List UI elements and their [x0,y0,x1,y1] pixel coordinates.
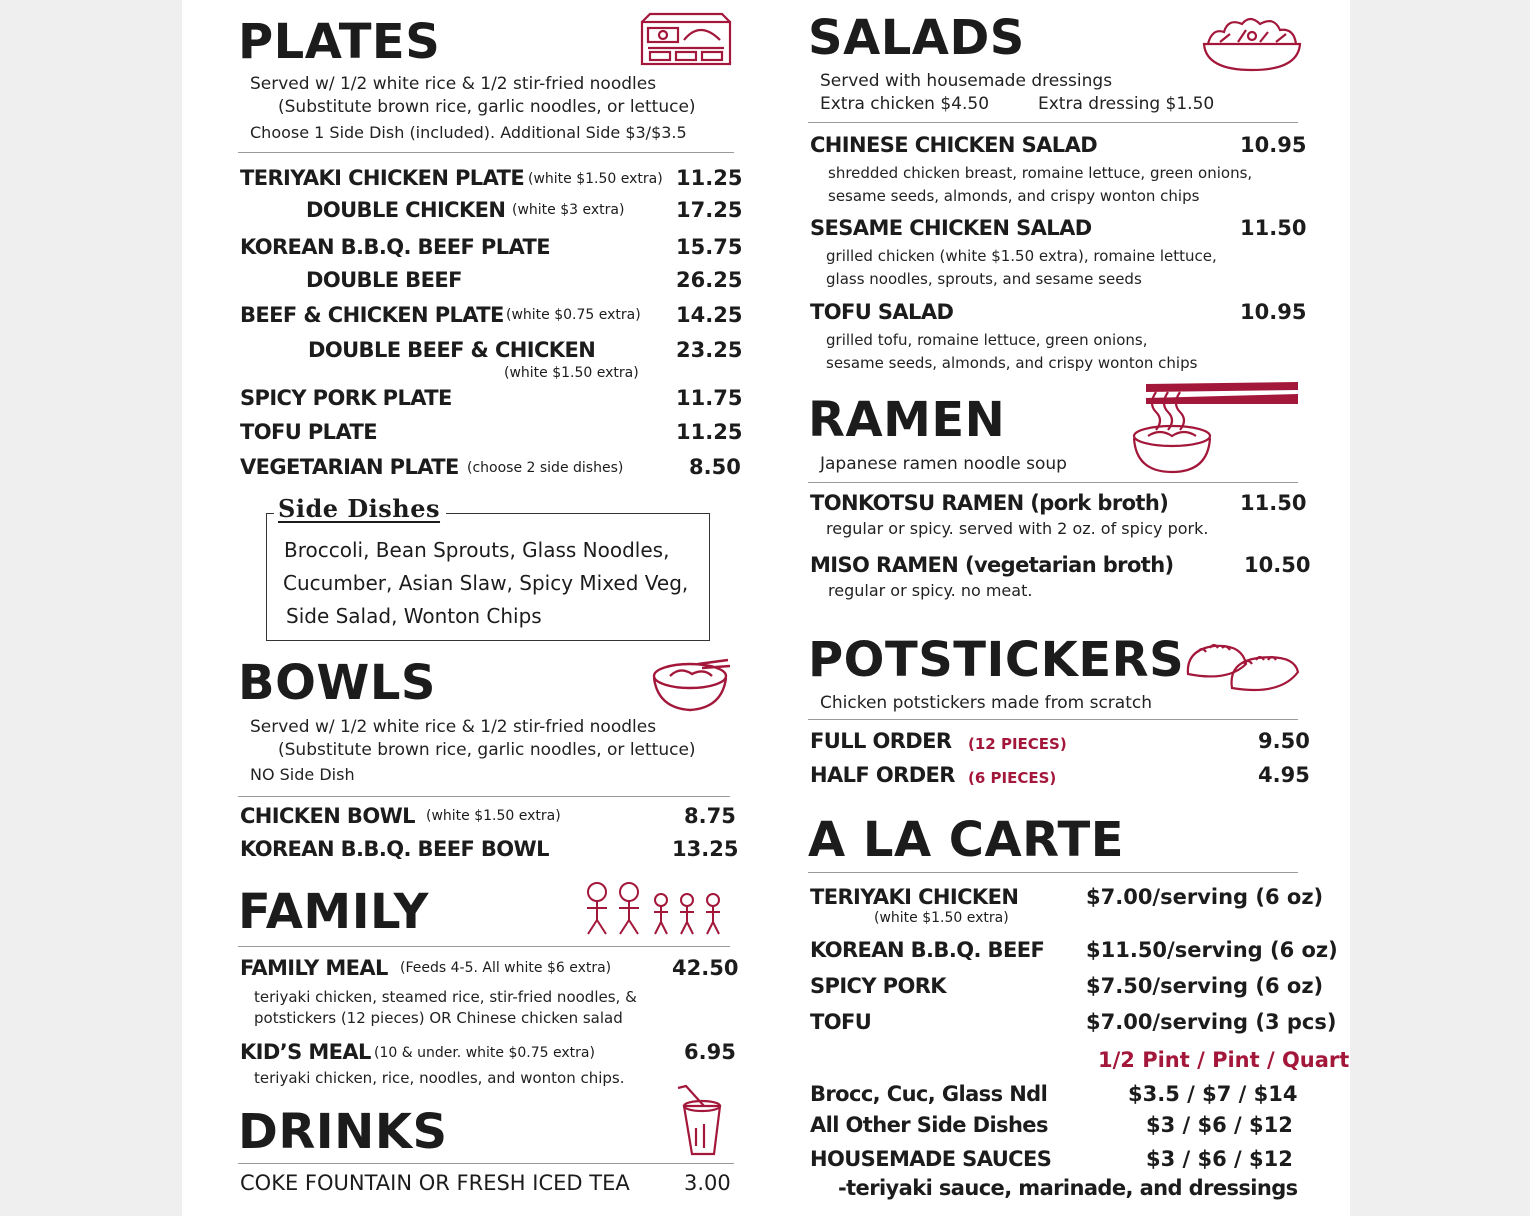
menu-item-name: CHINESE CHICKEN SALAD [810,133,1098,157]
menu-item-note: (white $0.75 extra) [506,307,641,323]
menu-item-price: $7.50/serving (6 oz) [1086,974,1324,998]
bento-box-icon [640,12,732,66]
plates-subtitle-2: (Substitute brown rice, garlic noodles, or lettuce) [278,97,696,117]
menu-item-name: TERIYAKI CHICKEN PLATE [240,166,525,190]
bowls-subtitle-2: (Substitute brown rice, garlic noodles, or lettuce) [278,740,696,760]
menu-item-price: $3 / $6 / $12 [1146,1113,1293,1137]
menu-item-note: (white $3 extra) [512,202,625,218]
alacarte-rule [808,872,1298,873]
menu-item-price: 6.95 [684,1040,736,1064]
menu-item-price: $11.50/serving (6 oz) [1086,938,1338,962]
ramen-subtitle-1: Japanese ramen noodle soup [820,454,1067,474]
menu-item-desc: grilled chicken (white $1.50 extra), romaine lettuce, [826,247,1217,265]
menu-item-note: (10 & under. white $0.75 extra) [374,1045,595,1061]
menu-item-name: DOUBLE BEEF [306,268,462,292]
menu-item-desc: potstickers (12 pieces) OR Chinese chicken salad [254,1009,623,1027]
menu-item-desc: shredded chicken breast, romaine lettuce, green onions, [828,164,1253,182]
salads-subtitle-1: Served with housemade dressings [820,71,1113,91]
sauces-note: -teriyaki sauce, marinade, and dressings [838,1176,1298,1200]
menu-page [182,0,1350,1216]
salads-subtitle-2b: Extra dressing $1.50 [1038,94,1215,114]
plates-title: PLATES [238,14,441,70]
family-figures-icon [585,882,731,938]
menu-item-name: COKE FOUNTAIN OR FRESH ICED TEA [240,1171,630,1195]
drink-cup-icon [674,1084,726,1156]
menu-item-price: 11.25 [676,166,743,190]
family-rule [238,946,730,947]
potstickers-subtitle-1: Chicken potstickers made from scratch [820,693,1152,713]
bowls-subtitle-3: NO Side Dish [250,765,355,784]
menu-item-price: 26.25 [676,268,743,292]
menu-item-name: SPICY PORK [810,974,946,998]
menu-item-price: 8.50 [689,455,741,479]
ramen-bowl-icon [1128,380,1300,476]
menu-item-desc: regular or spicy. served with 2 oz. of spicy pork. [826,519,1209,538]
plates-subtitle-1: Served w/ 1/2 white rice & 1/2 stir-fried noodles [250,74,657,94]
menu-item-desc: regular or spicy. no meat. [828,581,1033,600]
menu-item-name: SESAME CHICKEN SALAD [810,216,1092,240]
menu-item-price: 42.50 [672,956,739,980]
menu-item-price: 11.75 [676,386,743,410]
ramen-title: RAMEN [808,392,1006,448]
menu-item-price: 15.75 [676,235,743,259]
menu-item-price: 8.75 [684,804,736,828]
menu-item-price: 10.50 [1244,553,1311,577]
menu-item-price: $7.00/serving (3 pcs) [1086,1010,1337,1034]
salads-subtitle-2a: Extra chicken $4.50 [820,94,990,114]
menu-item-name: TOFU [810,1010,872,1034]
menu-item-name: FULL ORDER [810,729,952,753]
salad-bowl-icon [1202,14,1304,72]
side-dishes-line: Cucumber, Asian Slaw, Spicy Mixed Veg, [283,571,689,595]
bowls-subtitle-1: Served w/ 1/2 white rice & 1/2 stir-fried noodles [250,717,657,737]
side-dishes-line: Broccoli, Bean Sprouts, Glass Noodles, [284,538,670,562]
menu-item-name: TOFU PLATE [240,420,377,444]
drinks-title: DRINKS [238,1104,448,1160]
menu-item-price: 3.00 [684,1171,731,1195]
menu-item-desc: sesame seeds, almonds, and crispy wonton chips [828,187,1200,205]
size-header: 1/2 Pint / Pint / Quart [1098,1048,1350,1072]
menu-item-price: $3.5 / $7 / $14 [1128,1082,1298,1106]
menu-item-name: TERIYAKI CHICKEN [810,885,1019,909]
menu-item-name: DOUBLE CHICKEN [306,198,506,222]
menu-item-name: BEEF & CHICKEN PLATE [240,303,504,327]
menu-item-name: KOREAN B.B.Q. BEEF PLATE [240,235,550,259]
menu-item-name: HALF ORDER [810,763,955,787]
menu-item-price: 23.25 [676,338,743,362]
bowls-title: BOWLS [238,655,436,711]
menu-item-note: (white $1.50 extra) [504,365,639,381]
menu-item-name: FAMILY MEAL [240,956,388,980]
menu-item-note: (white $1.50 extra) [426,808,561,824]
menu-item-price: $7.00/serving (6 oz) [1086,885,1324,909]
side-dishes-line: Side Salad, Wonton Chips [286,604,542,628]
menu-item-price: 11.50 [1240,491,1307,515]
alacarte-title: A LA CARTE [808,812,1125,868]
side-dishes-title: Side Dishes [274,494,446,523]
menu-item-price: 10.95 [1240,300,1307,324]
menu-item-name: HOUSEMADE SAUCES [810,1147,1052,1171]
potstickers-title: POTSTICKERS [808,632,1185,688]
menu-item-note: (6 PIECES) [968,769,1057,787]
plates-rule [238,152,734,153]
menu-item-desc: teriyaki chicken, steamed rice, stir-fried noodles, & [254,988,637,1006]
menu-item-note: (white $1.50 extra) [528,171,663,187]
menu-item-name: CHICKEN BOWL [240,804,415,828]
menu-item-name: Brocc, Cuc, Glass Ndl [810,1082,1048,1106]
menu-item-name: KOREAN B.B.Q. BEEF BOWL [240,837,549,861]
plates-subtitle-3: Choose 1 Side Dish (included). Additional Side $3/$3.5 [250,123,687,142]
menu-item-price: 11.50 [1240,216,1307,240]
menu-item-desc: grilled tofu, romaine lettuce, green onions, [826,331,1148,349]
menu-item-desc: teriyaki chicken, rice, noodles, and wonton chips. [254,1069,625,1087]
menu-item-desc: glass noodles, sprouts, and sesame seeds [826,270,1142,288]
menu-item-name: TOFU SALAD [810,300,954,324]
menu-item-price: 13.25 [672,837,739,861]
menu-item-name: All Other Side Dishes [810,1113,1048,1137]
menu-item-price: 11.25 [676,420,743,444]
menu-item-price: 4.95 [1258,763,1310,787]
salads-rule [808,122,1298,123]
bowls-rule [238,796,730,797]
potstickers-rule [808,719,1298,720]
potstickers-icon [1184,638,1302,698]
drinks-rule [238,1163,734,1164]
menu-item-price: 17.25 [676,198,743,222]
menu-item-note: (choose 2 side dishes) [467,460,624,476]
menu-item-name: KID’S MEAL [240,1040,371,1064]
menu-item-price: 9.50 [1258,729,1310,753]
menu-item-note: (12 PIECES) [968,735,1067,753]
menu-item-note: (Feeds 4-5. All white $6 extra) [400,960,612,976]
menu-item-price: 10.95 [1240,133,1307,157]
menu-item-name: TONKOTSU RAMEN (pork broth) [810,491,1169,515]
salads-title: SALADS [808,10,1025,66]
menu-item-name: SPICY PORK PLATE [240,386,452,410]
menu-item-desc: sesame seeds, almonds, and crispy wonton chips [826,354,1198,372]
menu-item-price: $3 / $6 / $12 [1146,1147,1293,1171]
ramen-rule [808,482,1298,483]
menu-item-name: KOREAN B.B.Q. BEEF [810,938,1045,962]
menu-item-price: 14.25 [676,303,743,327]
menu-item-name: MISO RAMEN (vegetarian broth) [810,553,1174,577]
menu-item-note: (white $1.50 extra) [874,910,1009,926]
menu-item-name: VEGETARIAN PLATE [240,455,459,479]
rice-bowl-icon [652,660,732,712]
family-title: FAMILY [238,884,429,940]
menu-item-name: DOUBLE BEEF & CHICKEN [308,338,596,362]
